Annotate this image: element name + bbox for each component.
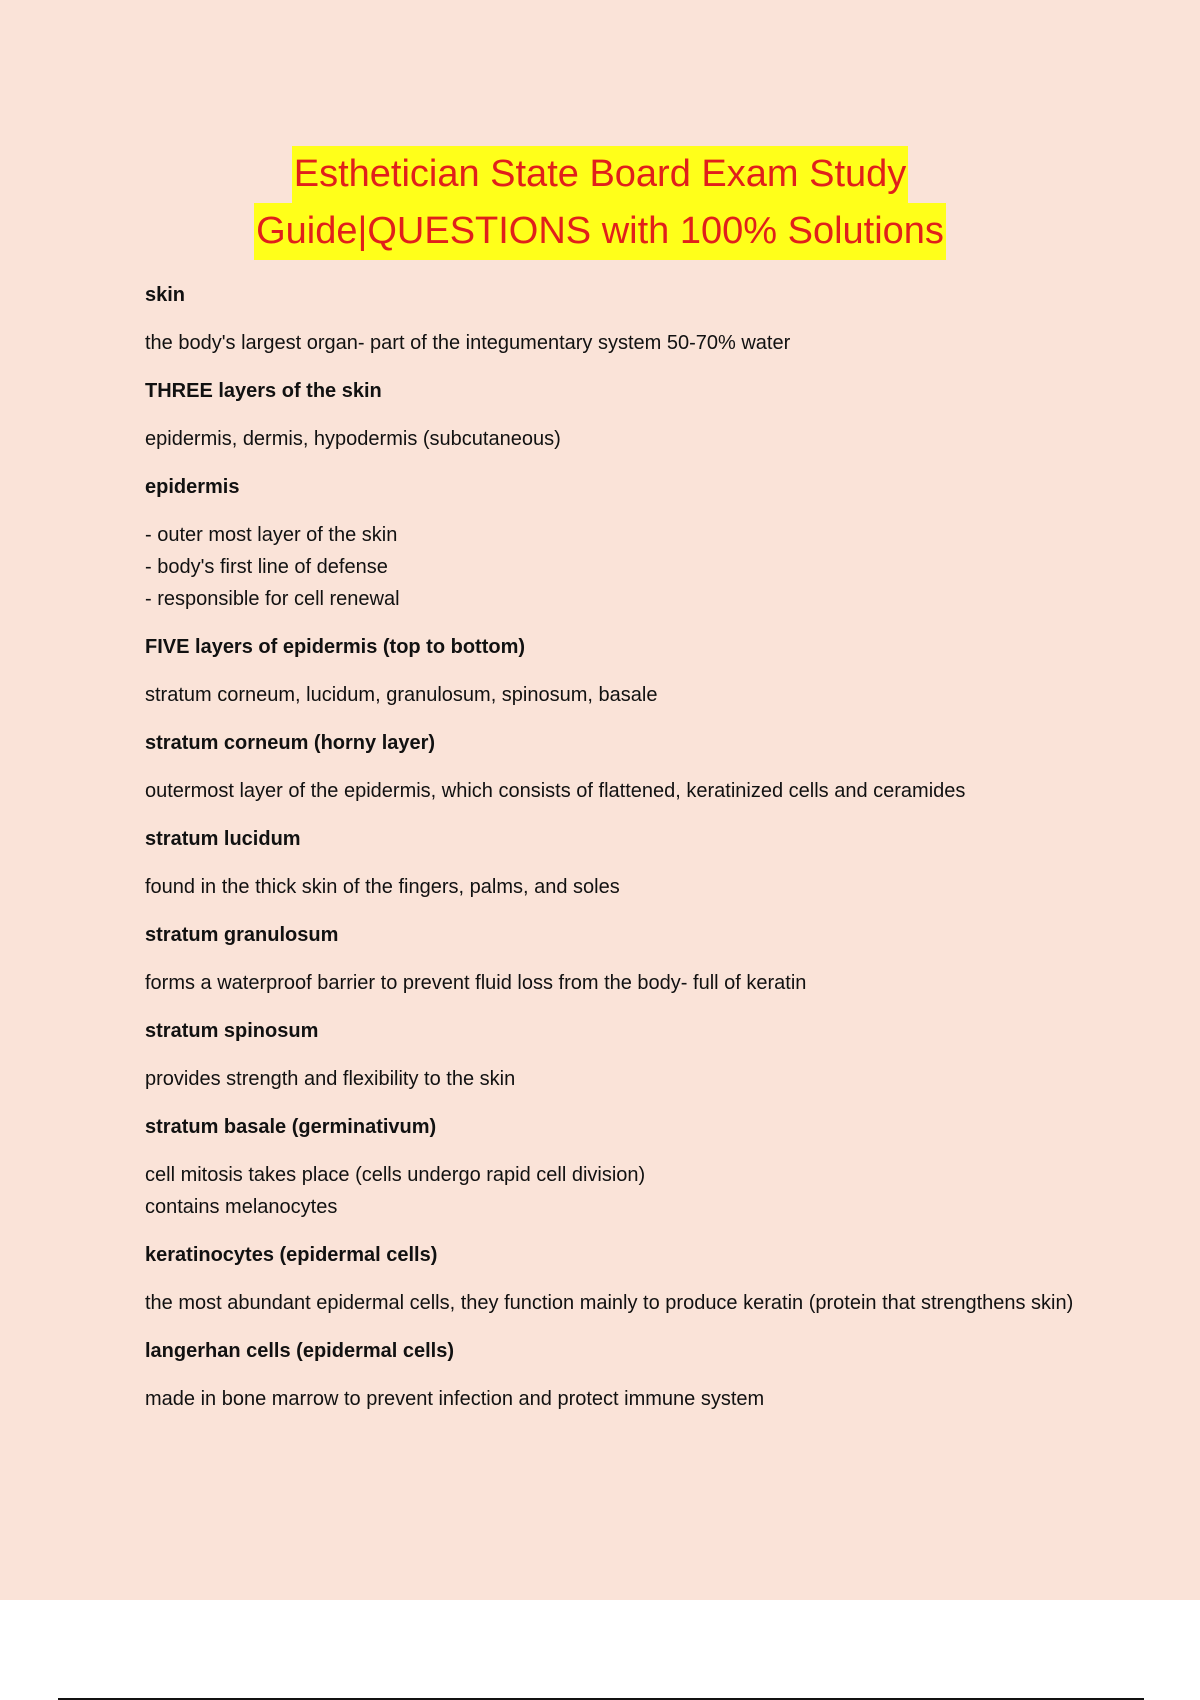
- definition-line: - outer most layer of the skin: [145, 524, 398, 546]
- definition-line: - body's first line of defense: [145, 556, 388, 578]
- entry-term: stratum basale (germinativum): [145, 1116, 437, 1138]
- entry-definition: [145, 1287, 1085, 1319]
- entry-definition: [145, 775, 1085, 807]
- definition-line: - responsible for cell renewal: [145, 588, 400, 610]
- entry-term: THREE layers of the skin: [145, 380, 382, 402]
- entry-definition: [145, 679, 1085, 711]
- definition-line: epidermis, dermis, hypodermis (subcutaneous): [145, 428, 561, 450]
- definition-line: the most abundant epidermal cells, they function mainly to produce keratin (protein that strengthens skin): [145, 1292, 1074, 1314]
- document-title: [0, 146, 1200, 260]
- definition-line: cell mitosis takes place (cells undergo rapid cell division): [145, 1164, 646, 1186]
- entry-definition: [145, 423, 1085, 455]
- entry-definition: [145, 1159, 1085, 1223]
- entry-term: stratum granulosum: [145, 924, 339, 946]
- title-line-1: Esthetician State Board Exam Study: [292, 146, 909, 203]
- definition-line: stratum corneum, lucidum, granulosum, spinosum, basale: [145, 684, 658, 706]
- definition-line: made in bone marrow to prevent infection and protect immune system: [145, 1388, 765, 1410]
- definition-line: found in the thick skin of the fingers, palms, and soles: [145, 876, 620, 898]
- entry-definition: [145, 519, 1085, 615]
- entry-definition: [145, 967, 1085, 999]
- title-line-2: Guide|QUESTIONS with 100% Solutions: [254, 203, 946, 260]
- entry-term: keratinocytes (epidermal cells): [145, 1244, 438, 1266]
- entry-term: stratum lucidum: [145, 828, 301, 850]
- definition-line: contains melanocytes: [145, 1196, 338, 1218]
- study-entries: [145, 279, 1085, 1431]
- entry-definition: [145, 1063, 1085, 1095]
- entry-definition: [145, 1383, 1085, 1415]
- entry-term: stratum spinosum: [145, 1020, 319, 1042]
- entry-definition: [145, 327, 1085, 359]
- definition-line: outermost layer of the epidermis, which consists of flattened, keratinized cells and ceramides: [145, 780, 966, 802]
- entry-term: epidermis: [145, 476, 240, 498]
- definition-line: provides strength and flexibility to the skin: [145, 1068, 516, 1090]
- entry-term: FIVE layers of epidermis (top to bottom): [145, 636, 526, 658]
- entry-term: stratum corneum (horny layer): [145, 732, 436, 754]
- definition-line: the body's largest organ- part of the integumentary system 50-70% water: [145, 332, 791, 354]
- entry-definition: [145, 871, 1085, 903]
- entry-term: skin: [145, 284, 186, 306]
- definition-line: forms a waterproof barrier to prevent fluid loss from the body- full of keratin: [145, 972, 807, 994]
- entry-term: langerhan cells (epidermal cells): [145, 1340, 455, 1362]
